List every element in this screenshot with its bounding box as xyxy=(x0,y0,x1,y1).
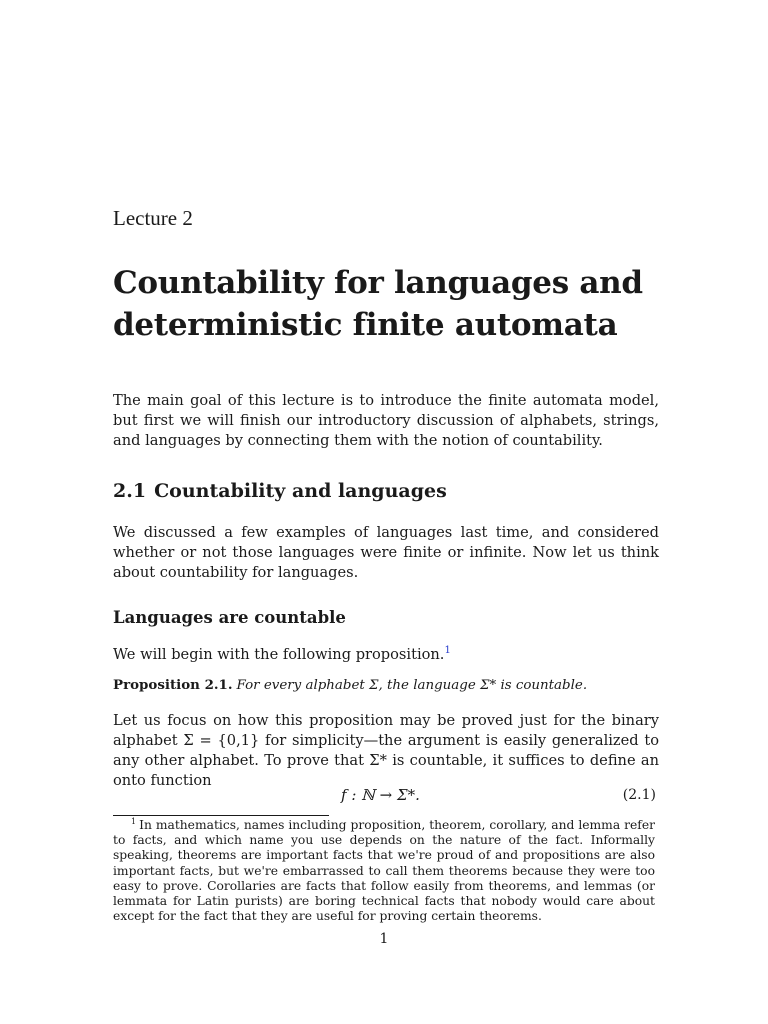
section-heading xyxy=(113,480,447,502)
footnote-rule xyxy=(113,815,329,816)
section-title: Countability and languages xyxy=(154,480,447,502)
proposition-label: Proposition 2.1. xyxy=(113,677,233,693)
intro-paragraph: The main goal of this lecture is to introduce the finite automata model, but first we will finish our introductory discussion of alphabets, strings, and languages by connecting them with the notion of countability. xyxy=(113,392,659,449)
proposition-statement: For every alphabet Σ, the language Σ* is countable. xyxy=(236,678,588,693)
section-number: 2.1 xyxy=(113,480,147,502)
lecture-label: Lecture 2 xyxy=(113,206,193,230)
subsection-paragraph xyxy=(113,645,659,665)
footnote xyxy=(113,818,655,924)
subsection-heading: Languages are countable xyxy=(113,608,346,627)
footnote-text: In mathematics, names including proposition, theorem, corollary, and lemma refer to facts, and which name you use depends on the nature of the fact. Informally speaking, theorems are important facts that we're proud of and propositions are also important facts, but we're embarrassed to call them theorems because they were too easy to prove. Corollaries are facts that follow easily from theorems, and lemmas (or lemmata for Latin purists) are boring technical facts that nobody would care about except for the fact that they are useful for proving certain theorems. xyxy=(113,818,655,924)
equation xyxy=(113,786,659,808)
subsection-paragraph-text: We will begin with the following proposition. xyxy=(113,646,445,663)
footnote-number: 1 xyxy=(131,816,137,826)
page-number: 1 xyxy=(379,931,389,947)
proof-intro-paragraph: Let us focus on how this proposition may be proved just for the binary alphabet Σ = {0,1} for simplicity—the argument is easily generalized to any other alphabet. To prove that Σ* is countable, it suffices to define an onto function xyxy=(113,712,659,789)
chapter-title: Countability for languages and deterministic finite automata xyxy=(113,265,643,343)
equation-number: (2.1) xyxy=(622,787,656,803)
section-paragraph: We discussed a few examples of languages last time, and considered whether or not those languages were finite or infinite. Now let us think about countability for languages. xyxy=(113,524,659,581)
equation-body: f : ℕ → Σ*. xyxy=(341,786,420,804)
footnote-link[interactable]: 1 xyxy=(444,645,451,657)
proposition xyxy=(113,677,587,693)
